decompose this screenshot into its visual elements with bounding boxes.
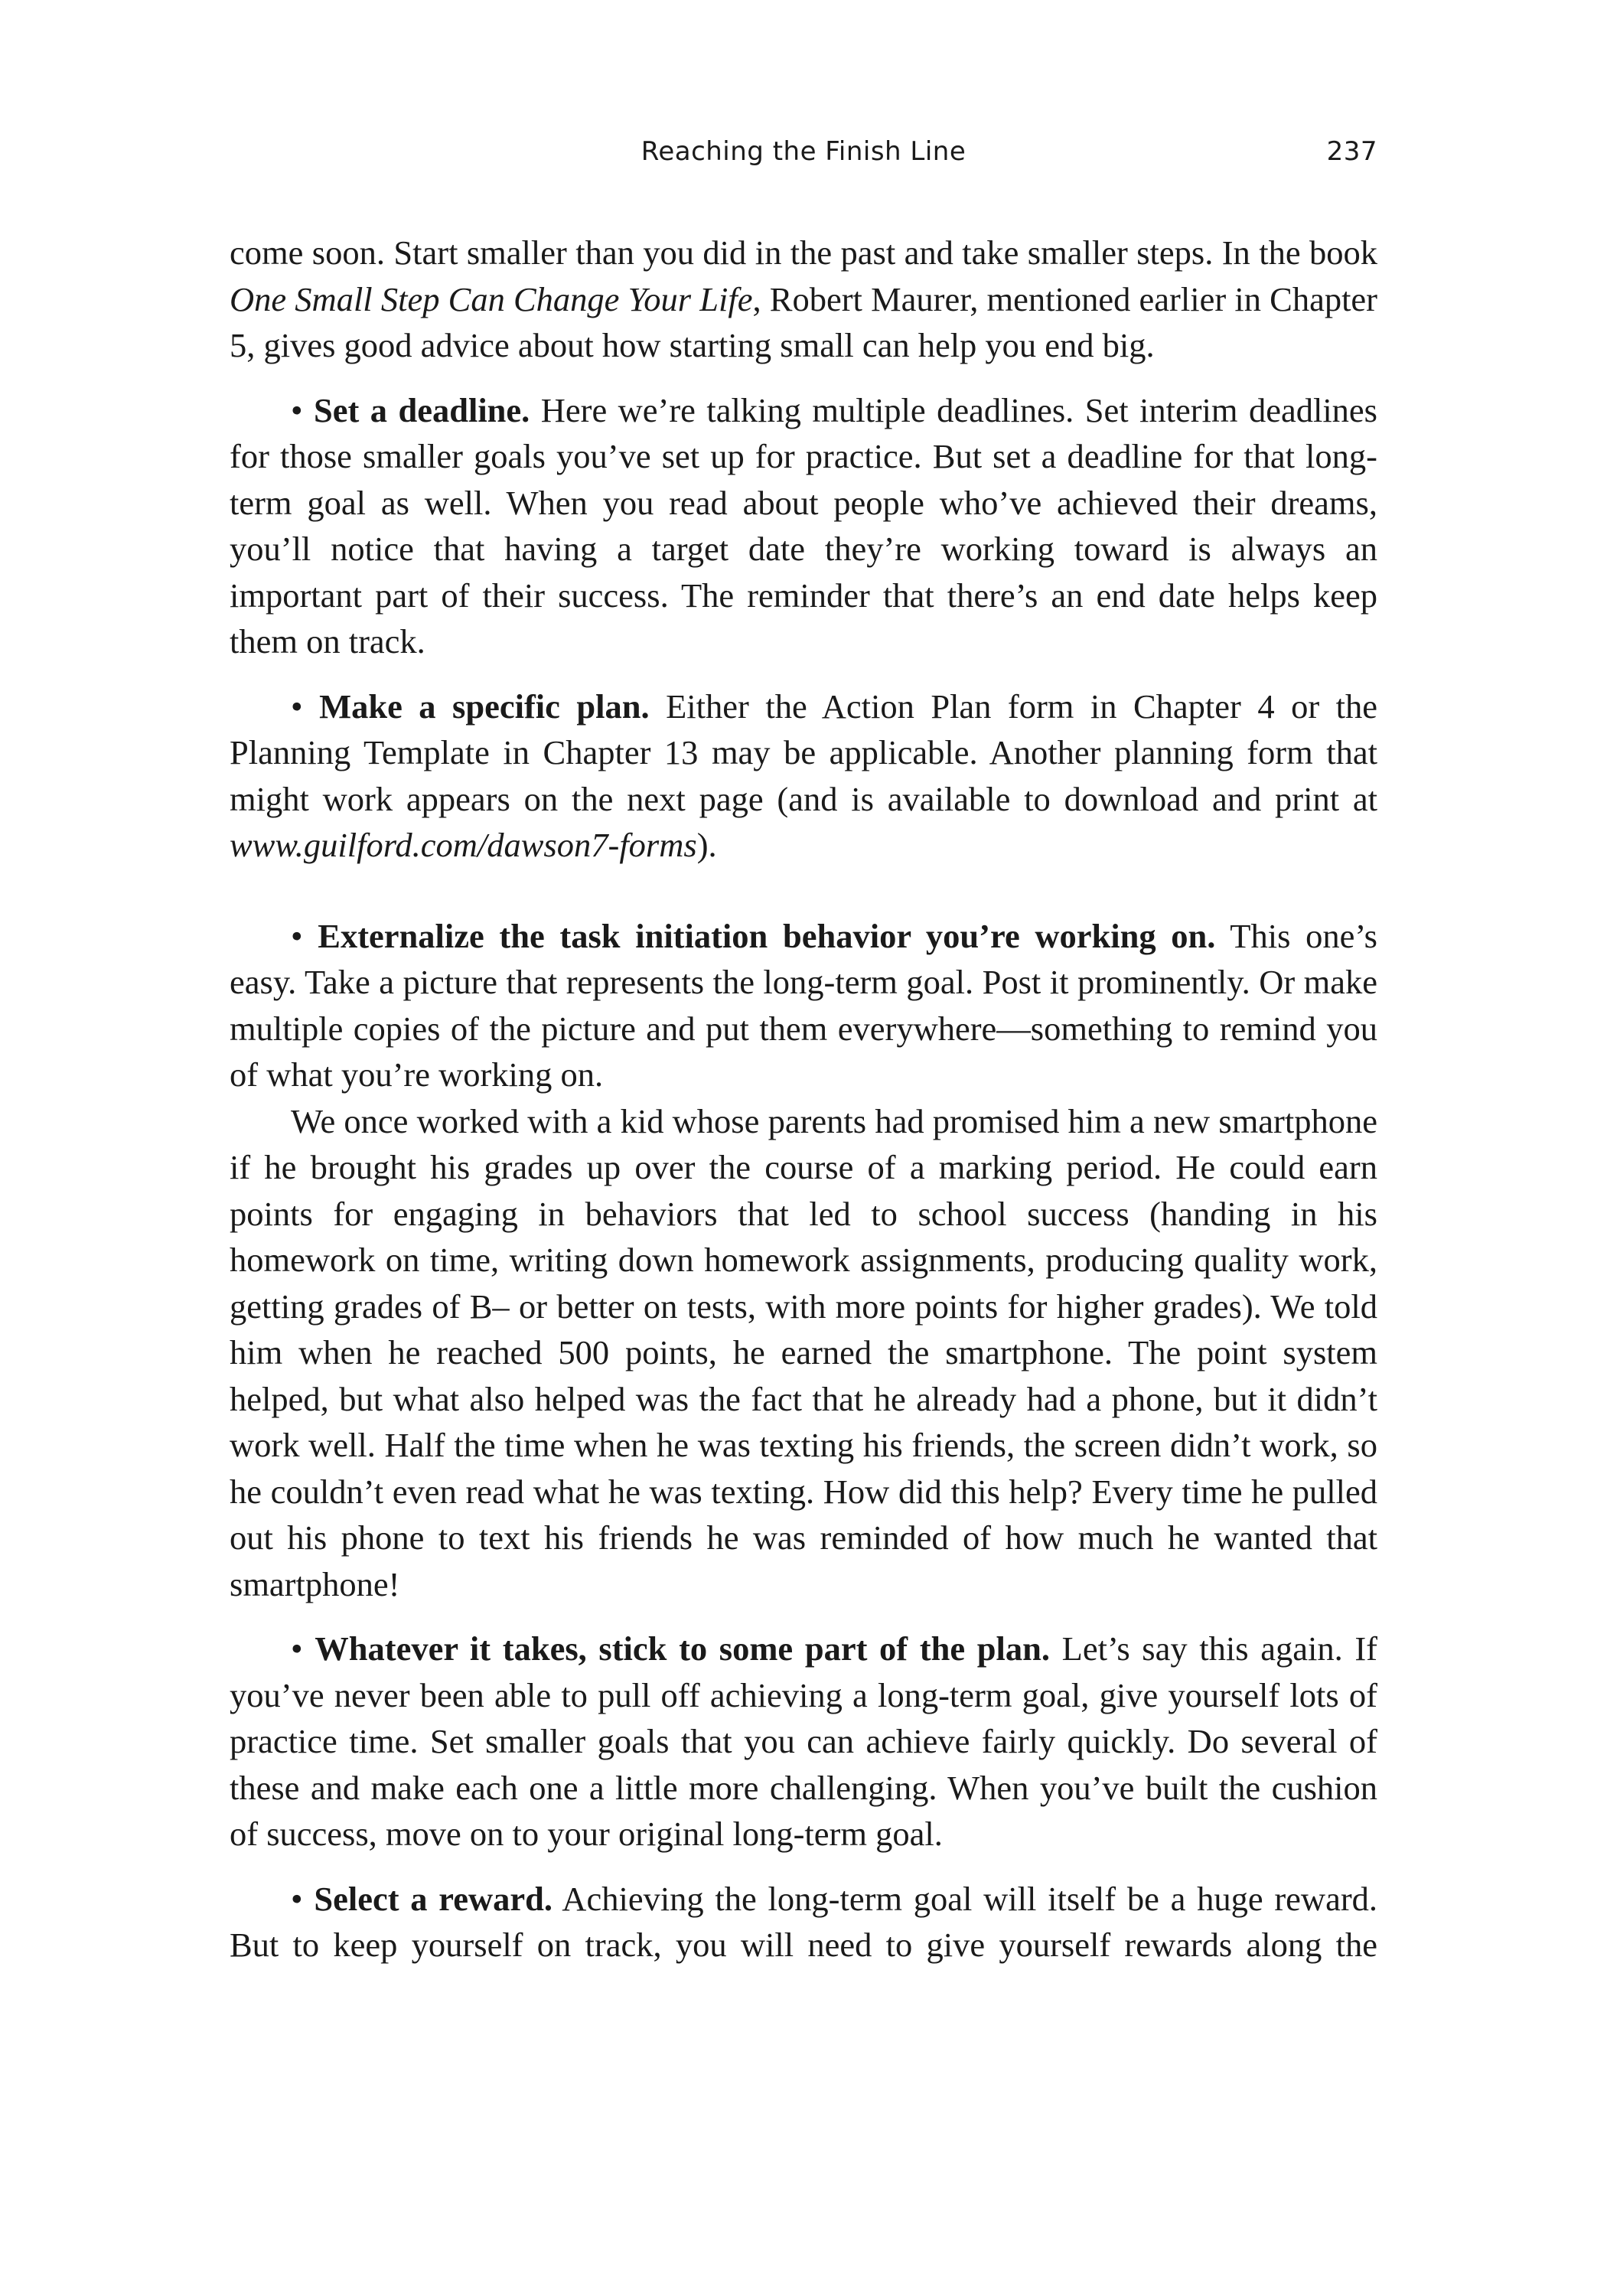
bullet-item-reward: • Select a reward. Achieving the long-term goal will itself be a huge reward. But to keep yourself on track, you will need to give yourself rewards along the [230, 1879, 1378, 1964]
bullet-icon: • [291, 916, 303, 955]
bullet-lead: Make a specific plan. [319, 687, 650, 726]
bullet-icon: • [291, 390, 303, 429]
bullet-item-externalize: • Externalize the task initiation behavior you’re working on. This one’s easy. Take a picture that represents the long-term goal. Post it prominently. Or make multiple copies of the picture and put them everywhere—something to remind you of what you’re working on. [230, 916, 1377, 1094]
bullet-item-deadline: • Set a deadline. Here we’re talking multiple deadlines. Set interim deadlines for those smaller goals you’ve set up for practice. But set a deadline for that long-term goal as well. When you read about people who’ve achieved their dreams, you’ll notice that having a target date they’re working toward is always an important part of their success. The reminder that there’s an end date helps keep them on track. [230, 390, 1377, 660]
bullet-icon: • [291, 687, 303, 726]
bullet-item-stick-to-plan: • Whatever it takes, stick to some part of the plan. Let’s say this again. If you’ve never been able to pull off achieving a long-term goal, give yourself lots of practice time. Set smaller goals that you can achieve fairly quickly. Do several of these and make each one a little more challenging. When you’ve built the cushion of success, move on to your original long-term goal. [230, 1629, 1377, 1853]
body-text [230, 230, 1377, 1968]
running-title: Reaching the Finish Line [641, 136, 966, 167]
bullet-icon: • [291, 1629, 303, 1668]
bullet-item-plan: • Make a specific plan. Either the Action Plan form in Chapter 4 or the Planning Template in Chapter 13 may be applicable. Another planning form that might work appears on the next page (and is available to download and print at www.guilford.com/dawson7-forms). [230, 687, 1377, 864]
bullet-lead: Set a deadline. [314, 390, 530, 429]
bullet-icon: • [291, 1879, 303, 1918]
paragraph-continuation: come soon. Start smaller than you did in the past and take smaller steps. In the book One Small Step Can Change Your Life, Robert Maurer, mentioned earlier in Chapter 5, gives good advice about how starting small can help you end big. [230, 233, 1377, 364]
bullet-lead: Externalize the task initiation behavior you’re working on. [318, 916, 1216, 955]
bullet-lead: Whatever it takes, stick to some part of the plan. [315, 1629, 1050, 1668]
bullet-lead: Select a reward. [314, 1879, 553, 1918]
forms-url: www.guilford.com/dawson7-forms [230, 826, 697, 864]
page-number: 237 [1326, 136, 1377, 167]
book-title: One Small Step Can Change Your Life [230, 279, 753, 318]
running-head [230, 136, 1377, 174]
paragraph-smartphone-story: We once worked with a kid whose parents had promised him a new smartphone if he brought his grades up over the course of a marking period. He could earn points for engaging in behaviors that led to school success (handing in his homework on time, writing down homework assignments, producing quality work, getting grades of B– or better on tests, with more points for higher grades). We told him when he reached 500 points, he earned the smartphone. The point system helped, but what also helped was the fact that he already had a phone, but it didn’t work well. Half the time when he was texting his friends, the screen didn’t work, so he couldn’t even read what he was texting. How did this help? Every time he pulled out his phone to text his friends he was reminded of how much he wanted that smartphone! [230, 1101, 1377, 1603]
